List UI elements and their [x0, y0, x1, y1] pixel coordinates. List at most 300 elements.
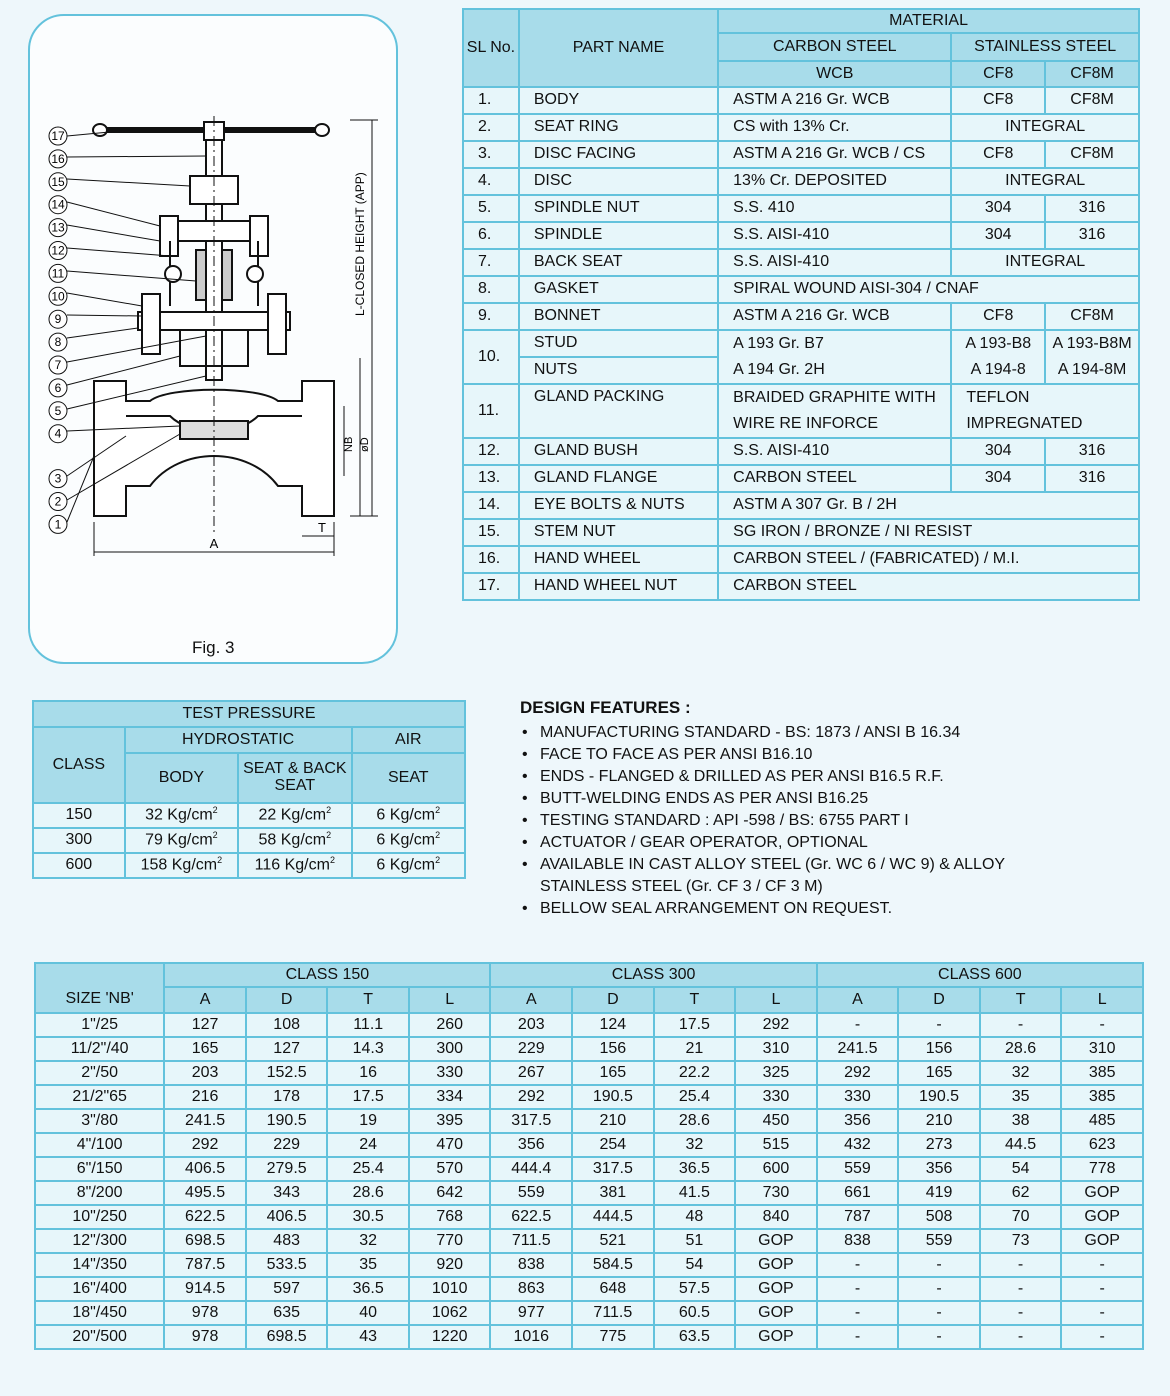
dim-value-cell: 300	[409, 1037, 491, 1061]
parts-row	[463, 168, 1139, 195]
seat-back-header: SEAT & BACK SEAT	[238, 753, 351, 803]
dim-value-cell: 698.5	[246, 1325, 328, 1349]
dim-value-cell: 41.5	[654, 1181, 736, 1205]
dim-col-header-c300-t: T	[654, 987, 736, 1013]
dim-value-cell: 32	[327, 1229, 409, 1253]
dim-value-cell: -	[980, 1277, 1062, 1301]
dim-col-header-c300-d: D	[572, 987, 654, 1013]
dim-value-cell: -	[817, 1277, 899, 1301]
dim-value-cell: 978	[164, 1301, 246, 1325]
dim-value-cell: 152.5	[246, 1061, 328, 1085]
part-name-cell: GASKET	[519, 276, 718, 303]
callout-14	[49, 196, 67, 214]
callout-9	[49, 310, 67, 328]
cf8m-cell: 316	[1045, 195, 1139, 222]
svg-text:2: 2	[54, 494, 62, 509]
valve-drawing	[30, 16, 396, 626]
parts-row	[463, 303, 1139, 330]
dim-value-cell: -	[898, 1253, 980, 1277]
size-cell: 14"/350	[35, 1253, 164, 1277]
test-pressure-table	[32, 700, 466, 879]
dim-value-cell: 14.3	[327, 1037, 409, 1061]
dim-value-cell: 216	[164, 1085, 246, 1109]
dim-col-header-c600-d: D	[898, 987, 980, 1013]
dim-value-cell: 521	[572, 1229, 654, 1253]
dim-value-cell: GOP	[735, 1325, 817, 1349]
design-feature-item: • BELLOW SEAL ARRANGEMENT ON REQUEST.	[520, 898, 1140, 920]
dim-value-cell: 485	[1061, 1109, 1143, 1133]
dim-value-cell: 648	[572, 1277, 654, 1301]
sl-cell: 13.	[463, 465, 519, 492]
dim-value-cell: 165	[572, 1061, 654, 1085]
dim-value-cell: -	[817, 1325, 899, 1349]
material-cell: SPIRAL WOUND AISI-304 / CNAF	[718, 276, 1139, 303]
dim-value-cell: 310	[1061, 1037, 1143, 1061]
cf8m-cell: CF8M	[1045, 87, 1139, 114]
parts-material-table	[462, 8, 1140, 601]
dim-value-cell: 32	[980, 1061, 1062, 1085]
dim-value-cell: 11.1	[327, 1013, 409, 1037]
design-feature-item: • AVAILABLE IN CAST ALLOY STEEL (Gr. WC 6 / WC 9) & ALLOY	[520, 854, 1140, 876]
dimension-row	[35, 1301, 1143, 1325]
sl-cell: 7.	[463, 249, 519, 276]
dim-col-header-c150-d: D	[246, 987, 328, 1013]
seat-pressure-cell	[352, 828, 465, 853]
cf8m-cell: 316	[1045, 465, 1139, 492]
body-pressure-cell	[125, 803, 238, 828]
cf8-header: CF8	[951, 61, 1045, 87]
unit-superscript: 2	[326, 830, 332, 841]
parts-row	[463, 438, 1139, 465]
svg-text:17: 17	[51, 129, 65, 143]
dim-value-cell: -	[898, 1013, 980, 1037]
dim-value-cell: -	[980, 1013, 1062, 1037]
wcb-cell: BRAIDED GRAPHITE WITH	[718, 384, 951, 411]
dim-value-cell: 25.4	[327, 1157, 409, 1181]
callout-10	[49, 287, 67, 305]
dim-value-cell: 787	[817, 1205, 899, 1229]
dim-value-cell: 623	[1061, 1133, 1143, 1157]
cf8-cell: CF8	[951, 87, 1045, 114]
wcb-cell: A 194 Gr. 2H	[718, 357, 951, 384]
callout-2	[49, 493, 67, 511]
dimension-row	[35, 1085, 1143, 1109]
dim-value-cell: 711.5	[572, 1301, 654, 1325]
dim-value-cell: 432	[817, 1133, 899, 1157]
unit-superscript: 2	[326, 805, 332, 816]
dim-value-cell: -	[980, 1253, 1062, 1277]
dim-value-cell: 838	[490, 1253, 572, 1277]
dim-value-cell: 73	[980, 1229, 1062, 1253]
dim-value-cell: 406.5	[246, 1205, 328, 1229]
part-name-cell: GLAND BUSH	[519, 438, 718, 465]
parts-row	[463, 276, 1139, 303]
material-header: MATERIAL	[718, 9, 1139, 33]
class-cell: 600	[33, 853, 125, 878]
air-header: AIR	[352, 727, 465, 753]
class-300-header: CLASS 300	[490, 963, 816, 987]
callout-3	[49, 470, 67, 488]
pressure-value: 6 Kg/cm	[376, 806, 436, 824]
dim-value-cell: 317.5	[572, 1157, 654, 1181]
dim-value-cell: 559	[490, 1181, 572, 1205]
cf8m-cell: CF8M	[1045, 141, 1139, 168]
sl-cell: 16.	[463, 546, 519, 573]
dim-value-cell: 44.5	[980, 1133, 1062, 1157]
dim-col-header-c300-a: A	[490, 987, 572, 1013]
dim-value-cell: 210	[898, 1109, 980, 1133]
dim-value-cell: GOP	[1061, 1229, 1143, 1253]
body-pressure-cell	[125, 828, 238, 853]
dim-value-cell: 310	[735, 1037, 817, 1061]
part-name-header: PART NAME	[519, 9, 718, 87]
dim-col-header-c150-a: A	[164, 987, 246, 1013]
callout-15	[49, 173, 67, 191]
cf8-cell: 304	[951, 438, 1045, 465]
dim-value-cell: 260	[409, 1013, 491, 1037]
hydrostatic-header: HYDROSTATIC	[125, 727, 352, 753]
dimension-row	[35, 1205, 1143, 1229]
dim-value-cell: -	[817, 1301, 899, 1325]
dim-value-cell: 108	[246, 1013, 328, 1037]
dim-value-cell: 165	[164, 1037, 246, 1061]
stainless-cell: INTEGRAL	[951, 168, 1139, 195]
class-cell: 300	[33, 828, 125, 853]
figure-panel	[28, 14, 398, 664]
wcb-header: WCB	[718, 61, 951, 87]
dim-value-cell: 28.6	[980, 1037, 1062, 1061]
callout-4	[49, 425, 67, 443]
dim-value-cell: 1220	[409, 1325, 491, 1349]
dim-value-cell: 35	[327, 1253, 409, 1277]
sl-cell: 8.	[463, 276, 519, 303]
class-600-header: CLASS 600	[817, 963, 1143, 987]
size-header: SIZE 'NB'	[35, 987, 164, 1013]
dim-value-cell: 533.5	[246, 1253, 328, 1277]
part-name-cell: GLAND PACKING	[519, 384, 718, 438]
unit-superscript: 2	[435, 805, 441, 816]
cf8m-cell: 316	[1045, 222, 1139, 249]
dim-value-cell: 156	[898, 1037, 980, 1061]
figure-caption: Fig. 3	[192, 638, 235, 657]
dim-value-cell: 385	[1061, 1061, 1143, 1085]
class-header: CLASS	[33, 727, 125, 803]
dim-value-cell: 32	[654, 1133, 736, 1157]
dim-value-cell: 57.5	[654, 1277, 736, 1301]
svg-text:11: 11	[51, 266, 65, 281]
cf8-cell: CF8	[951, 303, 1045, 330]
parts-row	[463, 465, 1139, 492]
dim-value-cell: 292	[735, 1013, 817, 1037]
dimension-row	[35, 1253, 1143, 1277]
unit-superscript: 2	[435, 830, 441, 841]
dimension-row	[35, 1109, 1143, 1133]
cf8-cell: A 194-8	[951, 357, 1045, 384]
parts-row	[463, 492, 1139, 519]
dim-value-cell: 38	[980, 1109, 1062, 1133]
dim-value-cell: 978	[164, 1325, 246, 1349]
dim-col-header-c150-l: L	[409, 987, 491, 1013]
dim-value-cell: 570	[409, 1157, 491, 1181]
parts-row	[463, 546, 1139, 573]
sl-cell: 12.	[463, 438, 519, 465]
part-name-cell: BODY	[519, 87, 718, 114]
pressure-value: 32 Kg/cm	[145, 806, 213, 824]
dim-value-cell: 178	[246, 1085, 328, 1109]
callout-11	[49, 264, 67, 282]
dim-value-cell: 698.5	[164, 1229, 246, 1253]
dim-value-cell: 330	[817, 1085, 899, 1109]
dimension-row	[35, 1037, 1143, 1061]
dimension-row	[35, 1133, 1143, 1157]
dim-value-cell: 54	[654, 1253, 736, 1277]
dim-value-cell: 35	[980, 1085, 1062, 1109]
dim-value-cell: 40	[327, 1301, 409, 1325]
svg-text:13: 13	[51, 220, 65, 235]
unit-superscript: 2	[435, 855, 441, 866]
dim-value-cell: 508	[898, 1205, 980, 1229]
dim-value-cell: GOP	[1061, 1181, 1143, 1205]
seat-back-pressure-cell	[238, 828, 351, 853]
design-feature-item: • BUTT-WELDING ENDS AS PER ANSI B16.25	[520, 788, 1140, 810]
test-pressure-row	[33, 853, 465, 878]
callout-13	[49, 219, 67, 237]
dim-value-cell: 292	[490, 1085, 572, 1109]
design-features-title: DESIGN FEATURES :	[520, 698, 691, 717]
dim-value-cell: 25.4	[654, 1085, 736, 1109]
dim-label-a: A	[209, 536, 219, 551]
cf8m-cell: CF8M	[1045, 303, 1139, 330]
unit-superscript: 2	[212, 830, 218, 841]
dimensions-table	[34, 962, 1144, 1350]
seat-back-pressure-cell	[238, 853, 351, 878]
stainless-cell: INTEGRAL	[951, 114, 1139, 141]
dimension-row	[35, 1061, 1143, 1085]
part-name-cell: NUTS	[519, 357, 718, 384]
size-cell: 6"/150	[35, 1157, 164, 1181]
part-name-cell: EYE BOLTS & NUTS	[519, 492, 718, 519]
test-pressure-row	[33, 828, 465, 853]
dim-value-cell: 622.5	[490, 1205, 572, 1229]
parts-row	[463, 222, 1139, 249]
dim-value-cell: 36.5	[327, 1277, 409, 1301]
parts-row	[463, 330, 1139, 357]
dim-value-cell: -	[1061, 1253, 1143, 1277]
dim-value-cell: 838	[817, 1229, 899, 1253]
callout-6	[49, 379, 67, 397]
dim-value-cell: -	[1061, 1301, 1143, 1325]
dim-value-cell: 36.5	[654, 1157, 736, 1181]
dim-value-cell: 622.5	[164, 1205, 246, 1229]
dim-value-cell: 229	[246, 1133, 328, 1157]
pressure-value: 79 Kg/cm	[145, 831, 213, 849]
dim-value-cell: 30.5	[327, 1205, 409, 1229]
wcb-cell: S.S. AISI-410	[718, 249, 951, 276]
test-pressure-title: TEST PRESSURE	[33, 701, 465, 727]
wcb-cell: CARBON STEEL	[718, 465, 951, 492]
dim-value-cell: -	[1061, 1325, 1143, 1349]
svg-text:5: 5	[54, 403, 62, 418]
class-cell: 150	[33, 803, 125, 828]
callout-12	[49, 242, 67, 260]
dim-value-cell: GOP	[735, 1229, 817, 1253]
dim-value-cell: 770	[409, 1229, 491, 1253]
dim-value-cell: 229	[490, 1037, 572, 1061]
height-label: L-CLOSED HEIGHT (APP)	[353, 172, 367, 316]
dim-value-cell: -	[980, 1301, 1062, 1325]
wcb-cell: WIRE RE INFORCE	[718, 411, 951, 438]
dim-value-cell: 559	[817, 1157, 899, 1181]
dim-value-cell: 330	[409, 1061, 491, 1085]
part-name-cell: SPINDLE	[519, 222, 718, 249]
sl-cell: 2.	[463, 114, 519, 141]
dim-value-cell: 642	[409, 1181, 491, 1205]
sl-cell: 11.	[463, 384, 519, 438]
callout-8	[49, 333, 67, 351]
dim-value-cell: 254	[572, 1133, 654, 1157]
part-name-cell: STEM NUT	[519, 519, 718, 546]
parts-row	[463, 87, 1139, 114]
svg-text:12: 12	[51, 243, 65, 258]
dim-value-cell: 241.5	[817, 1037, 899, 1061]
unit-superscript: 2	[217, 855, 223, 866]
seat-pressure-cell	[352, 803, 465, 828]
dim-value-cell: 279.5	[246, 1157, 328, 1181]
dim-value-cell: 635	[246, 1301, 328, 1325]
cf8m-cell: A 194-8M	[1045, 357, 1139, 384]
cf8-cell: A 193-B8	[951, 330, 1045, 357]
size-cell: 2"/50	[35, 1061, 164, 1085]
svg-text:15: 15	[51, 174, 65, 189]
dim-value-cell: 778	[1061, 1157, 1143, 1181]
part-name-cell: HAND WHEEL NUT	[519, 573, 718, 600]
pressure-value: 6 Kg/cm	[376, 856, 436, 874]
dim-value-cell: 381	[572, 1181, 654, 1205]
dim-value-cell: 203	[164, 1061, 246, 1085]
dim-value-cell: 863	[490, 1277, 572, 1301]
size-cell: 18"/450	[35, 1301, 164, 1325]
dim-value-cell: 597	[246, 1277, 328, 1301]
dim-value-cell: 920	[409, 1253, 491, 1277]
dim-value-cell: 356	[490, 1133, 572, 1157]
dim-value-cell: 711.5	[490, 1229, 572, 1253]
dim-value-cell: -	[1061, 1013, 1143, 1037]
dim-value-cell: -	[817, 1013, 899, 1037]
dim-value-cell: 292	[164, 1133, 246, 1157]
dimension-row	[35, 1013, 1143, 1037]
body-pressure-cell	[125, 853, 238, 878]
dim-value-cell: 584.5	[572, 1253, 654, 1277]
svg-text:8: 8	[54, 335, 62, 350]
sl-cell: 4.	[463, 168, 519, 195]
size-cell: 8"/200	[35, 1181, 164, 1205]
svg-text:7: 7	[54, 358, 62, 372]
sl-cell: 9.	[463, 303, 519, 330]
dim-value-cell: 43	[327, 1325, 409, 1349]
dim-value-cell: 317.5	[490, 1109, 572, 1133]
cf8-cell: CF8	[951, 141, 1045, 168]
cf8-cell: 304	[951, 195, 1045, 222]
callout-17	[49, 127, 67, 145]
dim-value-cell: 730	[735, 1181, 817, 1205]
dim-value-cell: 559	[898, 1229, 980, 1253]
unit-superscript: 2	[329, 855, 335, 866]
dim-value-cell: 54	[980, 1157, 1062, 1181]
cf8m-cell: A 193-B8M	[1045, 330, 1139, 357]
dim-value-cell: 495.5	[164, 1181, 246, 1205]
dim-value-cell: 21	[654, 1037, 736, 1061]
svg-text:3: 3	[54, 471, 62, 486]
test-pressure-row	[33, 803, 465, 828]
cf8m-header: CF8M	[1045, 61, 1139, 87]
size-cell: 3"/80	[35, 1109, 164, 1133]
dim-value-cell: 156	[572, 1037, 654, 1061]
seat-back-pressure-cell	[238, 803, 351, 828]
size-cell: 1"/25	[35, 1013, 164, 1037]
svg-text:10: 10	[51, 289, 65, 304]
part-name-cell: BONNET	[519, 303, 718, 330]
dim-value-cell: 395	[409, 1109, 491, 1133]
dim-value-cell: 330	[735, 1085, 817, 1109]
design-feature-item: • TESTING STANDARD : API -598 / BS: 6755 PART I	[520, 810, 1140, 832]
dim-value-cell: -	[898, 1277, 980, 1301]
wcb-cell: CS with 13% Cr.	[718, 114, 951, 141]
part-name-cell: SPINDLE NUT	[519, 195, 718, 222]
dim-value-cell: 62	[980, 1181, 1062, 1205]
parts-row	[463, 195, 1139, 222]
cf8-cell: 304	[951, 465, 1045, 492]
design-features-list	[520, 722, 1140, 920]
dim-value-cell: 483	[246, 1229, 328, 1253]
dim-value-cell: 210	[572, 1109, 654, 1133]
dim-value-cell: 1010	[409, 1277, 491, 1301]
part-name-cell: BACK SEAT	[519, 249, 718, 276]
parts-row	[463, 141, 1139, 168]
size-cell: 12"/300	[35, 1229, 164, 1253]
dimension-row	[35, 1229, 1143, 1253]
parts-row	[463, 519, 1139, 546]
dim-value-cell: 190.5	[246, 1109, 328, 1133]
stainless-cell: INTEGRAL	[951, 249, 1139, 276]
sl-cell: 1.	[463, 87, 519, 114]
pressure-value: 58 Kg/cm	[258, 831, 327, 849]
sl-no-header: SL No.	[463, 9, 519, 87]
sl-cell: 15.	[463, 519, 519, 546]
dim-value-cell: 28.6	[327, 1181, 409, 1205]
dim-label-nb: NB	[343, 436, 355, 452]
dim-value-cell: 273	[898, 1133, 980, 1157]
unit-superscript: 2	[212, 805, 218, 816]
size-cell: 10"/250	[35, 1205, 164, 1229]
svg-text:14: 14	[51, 197, 65, 212]
dim-value-cell: 661	[817, 1181, 899, 1205]
dim-value-cell: 775	[572, 1325, 654, 1349]
dim-value-cell: 356	[817, 1109, 899, 1133]
size-cell: 21/2"65	[35, 1085, 164, 1109]
dim-value-cell: 406.5	[164, 1157, 246, 1181]
dim-value-cell: 51	[654, 1229, 736, 1253]
sl-cell: 14.	[463, 492, 519, 519]
dim-value-cell: 334	[409, 1085, 491, 1109]
dim-value-cell: 190.5	[572, 1085, 654, 1109]
dim-value-cell: 343	[246, 1181, 328, 1205]
design-features	[520, 698, 1140, 920]
dim-col-header-c600-a: A	[817, 987, 899, 1013]
dim-value-cell: -	[1061, 1277, 1143, 1301]
material-cell: SG IRON / BRONZE / NI RESIST	[718, 519, 1139, 546]
dimension-row	[35, 1277, 1143, 1301]
sl-cell: 17.	[463, 573, 519, 600]
